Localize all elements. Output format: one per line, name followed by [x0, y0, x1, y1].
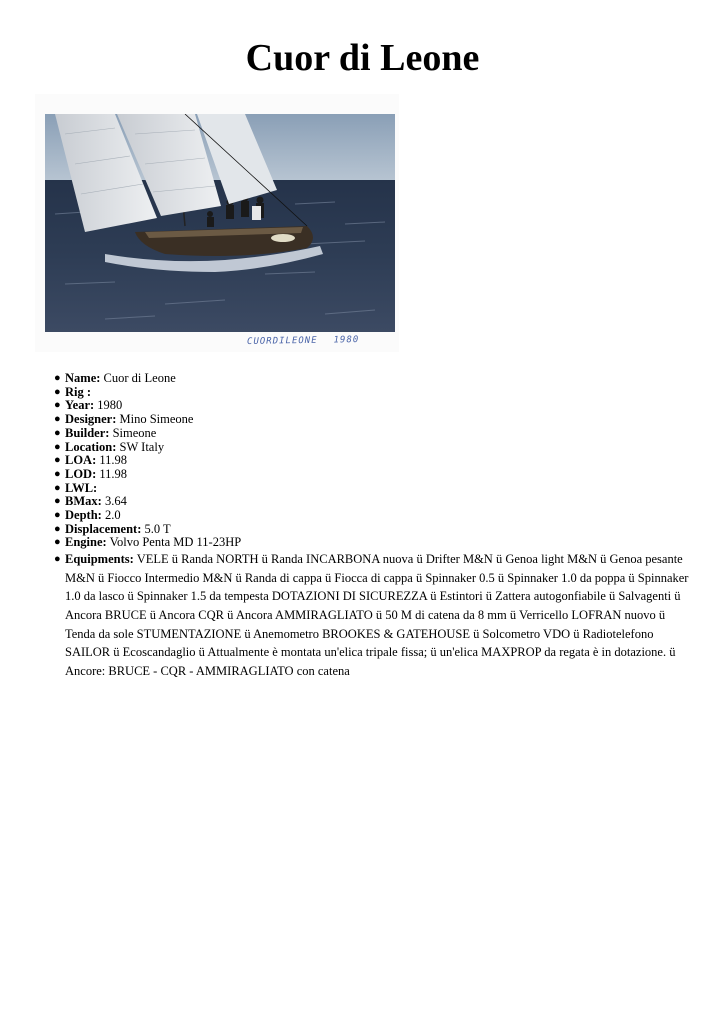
spec-value: Mino Simeone — [119, 412, 194, 427]
spec-label: Year: — [65, 398, 95, 413]
bullet-icon: ● — [54, 440, 61, 453]
bullet-icon: ● — [54, 509, 61, 522]
caption-year: 1980 — [333, 335, 360, 346]
spec-label: Depth: — [65, 508, 102, 523]
spec-value: SW Italy — [119, 439, 165, 454]
spec-loa — [54, 454, 694, 468]
spec-displacement — [54, 523, 694, 537]
spec-value: Cuor di Leone — [103, 371, 176, 385]
spec-bmax — [54, 495, 694, 509]
spec-label: Designer: — [65, 412, 117, 427]
spec-equipments — [54, 550, 694, 680]
specs-list — [54, 372, 694, 680]
spec-location — [54, 441, 694, 455]
spec-label: Engine: — [65, 535, 107, 550]
spec-designer — [54, 413, 694, 427]
spec-label: Displacement: — [65, 521, 142, 536]
bullet-icon: ● — [54, 481, 61, 494]
spec-rig — [54, 386, 694, 400]
spec-value: 11.98 — [99, 466, 128, 481]
spec-lwl — [54, 482, 694, 496]
spec-label: LOA: — [65, 453, 97, 468]
bullet-icon: ● — [54, 553, 61, 566]
bullet-icon: ● — [54, 413, 61, 426]
spec-builder — [54, 427, 694, 441]
sailboat-image — [45, 114, 395, 332]
spec-name — [54, 372, 694, 386]
spec-label: Name: — [65, 371, 101, 385]
spec-label: BMax: — [65, 494, 102, 509]
spec-value: 3.64 — [104, 494, 127, 509]
page-title: Cuor di Leone — [245, 37, 480, 79]
spec-lod — [54, 468, 694, 482]
bullet-icon: ● — [54, 454, 61, 467]
spec-year — [54, 399, 694, 413]
yacht-photo — [35, 94, 399, 352]
spec-label: Equipments: — [65, 552, 134, 567]
bullet-icon: ● — [54, 372, 61, 384]
bullet-icon: ● — [54, 522, 61, 535]
equipments-text: VELE ü Randa NORTH ü Randa INCARBONA nuova ü Drifter M&N ü Genoa light M&N ü Genoa pesante M&N ü Fiocco Intermedio M&N ü Randa di cappa ü Fiocca di cappa ü Spinnaker 0.5 ü Spinnaker 1.0 da poppa ü Spinnaker 1.0 da lasco ü Spinnaker 1.5 da tempesta DOTAZIONI DI SICUREZZA ü Estintori ü Zattera autogonfiabile ü Salvagenti ü Ancora BRUCE ü Ancora CQR ü Ancora AMMIRAGLIATO ü 50 M di catena da 8 mm ü Verricello LOFRAN nuovo ü Tenda da sole STUMENTAZIONE ü Anemometro BROOKES & GATEHOUSE ü Solcometro VDO ü Radiotelefono SAILOR ü Ecoscandaglio ü Attualmente è montata un'elica tripale fissa; ü un'elica MAXPROP da regata è in dotazione. ü Ancore: BRUCE - CQR - AMMIRAGLIATO con catena — [65, 552, 689, 678]
spec-value: 2.0 — [104, 508, 121, 523]
photo-caption — [247, 335, 359, 347]
bullet-icon: ● — [54, 536, 61, 549]
spec-value: 11.98 — [99, 453, 128, 468]
spec-value: 1980 — [97, 398, 123, 413]
spec-engine — [54, 536, 694, 550]
spec-value: Volvo Penta MD 11-23HP — [109, 535, 242, 550]
spec-label: LWL: — [65, 480, 98, 495]
spec-label: LOD: — [65, 466, 97, 481]
bullet-icon: ● — [54, 495, 61, 508]
spec-value: 5.0 T — [144, 521, 171, 536]
spec-label: Rig : — [65, 384, 92, 399]
caption-name: CUORDILEONE — [246, 335, 318, 347]
spec-label: Builder: — [65, 425, 110, 440]
bullet-icon: ● — [54, 385, 61, 398]
spec-label: Location: — [65, 439, 117, 454]
bullet-icon: ● — [54, 467, 61, 480]
bullet-icon: ● — [54, 426, 61, 439]
spec-value: Simeone — [112, 425, 157, 440]
spec-depth — [54, 509, 694, 523]
bullet-icon: ● — [54, 399, 61, 412]
